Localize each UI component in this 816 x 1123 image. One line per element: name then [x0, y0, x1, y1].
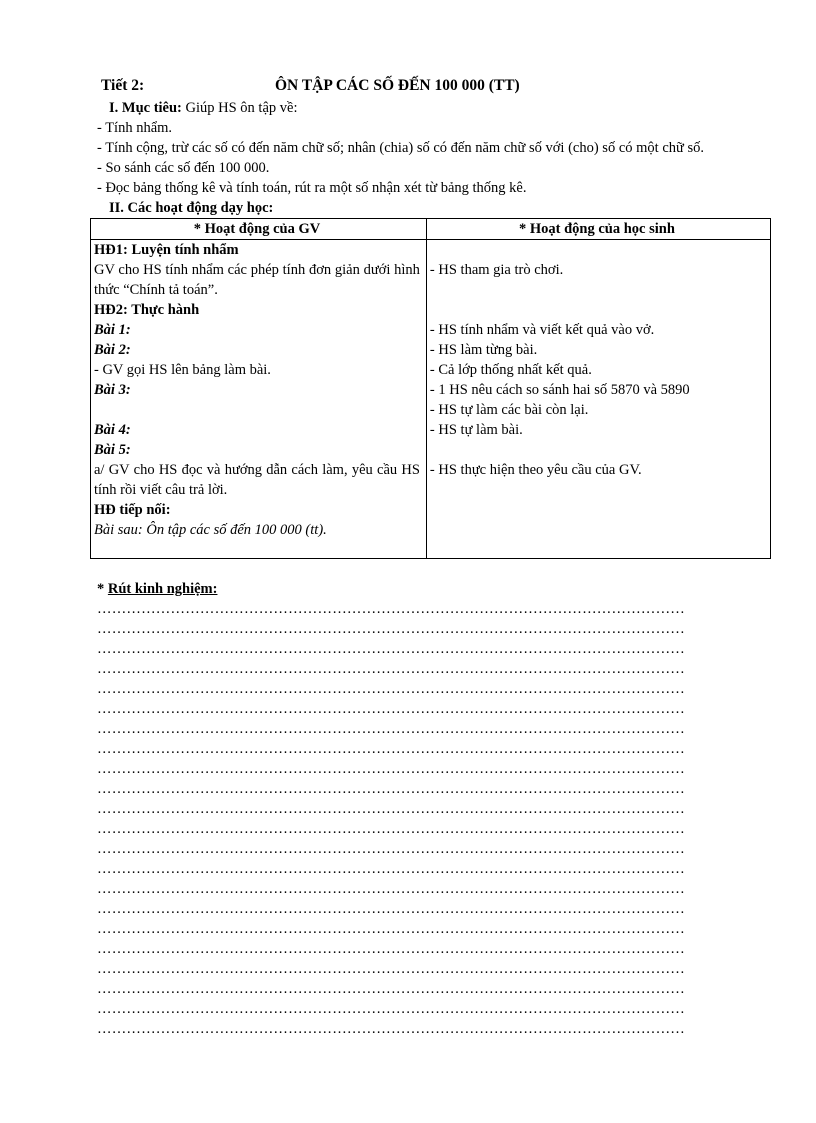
dotted-line: ………………………………………………………………………………………………………… — [97, 821, 685, 837]
exercise-5-text: a/ GV cho HS đọc và hướng dẫn cách làm, yêu cầu HS tính rồi viết câu trả lời. — [94, 462, 420, 498]
follow-up-heading: HĐ tiếp nối: — [94, 502, 171, 518]
dotted-line: ………………………………………………………………………………………………………… — [97, 1001, 685, 1017]
activities-heading: II. Các hoạt động dạy học: — [109, 200, 274, 216]
exercise-5-label: Bài 5: — [94, 442, 131, 458]
student-activity: - HS làm từng bài. — [429, 342, 538, 358]
activities-table — [90, 218, 771, 559]
dotted-line: ………………………………………………………………………………………………………… — [97, 721, 685, 737]
dotted-line: ………………………………………………………………………………………………………… — [97, 661, 685, 677]
experience-section — [97, 579, 769, 1039]
dotted-line: ………………………………………………………………………………………………………… — [97, 801, 685, 817]
dotted-line: ………………………………………………………………………………………………………… — [97, 921, 685, 937]
dotted-line: ………………………………………………………………………………………………………… — [97, 981, 685, 997]
dotted-line: ………………………………………………………………………………………………………… — [97, 841, 685, 857]
dotted-line: ………………………………………………………………………………………………………… — [97, 861, 685, 877]
table-body-row — [91, 240, 771, 559]
objective-item: - Tính cộng, trừ các số có đến năm chữ số; nhân (chia) số có đến năm chữ số với (cho) số có một chữ số. — [97, 140, 705, 156]
objectives-heading: I. Mục tiêu: — [109, 100, 182, 116]
hd1-text: GV cho HS tính nhẩm các phép tính đơn giản dưới hình thức “Chính tả toán”. — [94, 262, 420, 298]
dotted-line: ………………………………………………………………………………………………………… — [97, 901, 685, 917]
student-column-header: * Hoạt động của học sinh — [426, 219, 770, 240]
table-header-row — [91, 219, 771, 240]
dotted-line: ………………………………………………………………………………………………………… — [97, 781, 685, 797]
student-activity: - 1 HS nêu cách so sánh hai số 5870 và 5890 — [429, 382, 690, 398]
lesson-plan-page — [94, 76, 769, 1039]
student-activity: - HS tự làm các bài còn lại. — [429, 402, 589, 418]
exercise-4-label: Bài 4: — [94, 422, 131, 438]
dotted-line: ………………………………………………………………………………………………………… — [97, 761, 685, 777]
dotted-line: ………………………………………………………………………………………………………… — [97, 941, 685, 957]
student-activity: - HS thực hiện theo yêu cầu của GV. — [429, 462, 642, 478]
blank-row — [94, 400, 420, 420]
experience-star: * — [97, 581, 108, 597]
student-activity: - Cả lớp thống nhất kết quả. — [429, 362, 592, 378]
objective-item: - Tính nhẩm. — [97, 120, 173, 136]
exercise-2-text: - GV gọi HS lên bảng làm bài. — [94, 362, 271, 378]
objective-item: - So sánh các số đến 100 000. — [97, 160, 270, 176]
dotted-line: ………………………………………………………………………………………………………… — [97, 741, 685, 757]
title-line — [97, 76, 769, 98]
follow-up-text: Bài sau: Ôn tập các số đến 100 000 (tt). — [94, 522, 327, 538]
blank-row — [430, 300, 764, 320]
dotted-line: ………………………………………………………………………………………………………… — [97, 641, 685, 657]
exercise-1-label: Bài 1: — [94, 322, 131, 338]
objectives-intro: Giúp HS ôn tập về: — [181, 100, 298, 116]
student-activities-cell — [426, 240, 770, 559]
blank-row — [430, 240, 764, 260]
lesson-number: Tiết 2: — [101, 77, 145, 94]
dotted-line: ………………………………………………………………………………………………………… — [97, 601, 685, 617]
dotted-line: ………………………………………………………………………………………………………… — [97, 681, 685, 697]
dotted-line: ………………………………………………………………………………………………………… — [97, 1021, 685, 1037]
hd1-heading: HĐ1: Luyện tính nhẩm — [94, 242, 239, 258]
dotted-line: ………………………………………………………………………………………………………… — [97, 621, 685, 637]
objectives-heading-line — [97, 98, 769, 118]
teacher-activities-cell — [91, 240, 427, 559]
exercise-2-label: Bài 2: — [94, 342, 131, 358]
student-activity: - HS tham gia trò chơi. — [429, 262, 564, 278]
blank-row — [430, 280, 764, 300]
blank-row — [430, 440, 764, 460]
student-activity: - HS tự làm bài. — [429, 422, 523, 438]
student-activity: - HS tính nhẩm và viết kết quả vào vở. — [429, 322, 655, 338]
experience-heading: Rút kinh nghiệm: — [107, 581, 218, 597]
dotted-line: ………………………………………………………………………………………………………… — [97, 881, 685, 897]
page-title: ÔN TẬP CÁC SỐ ĐẾN 100 000 (TT) — [275, 77, 520, 94]
dotted-line: ………………………………………………………………………………………………………… — [97, 961, 685, 977]
exercise-3-label: Bài 3: — [94, 382, 131, 398]
dotted-line: ………………………………………………………………………………………………………… — [97, 701, 685, 717]
teacher-column-header: * Hoạt động của GV — [91, 219, 427, 240]
experience-heading-line — [97, 579, 769, 599]
objective-item: - Đọc bảng thống kê và tính toán, rút ra một số nhận xét từ bảng thống kê. — [97, 180, 527, 196]
hd2-heading: HĐ2: Thực hành — [94, 302, 200, 318]
experience-dot-lines — [97, 599, 769, 1039]
